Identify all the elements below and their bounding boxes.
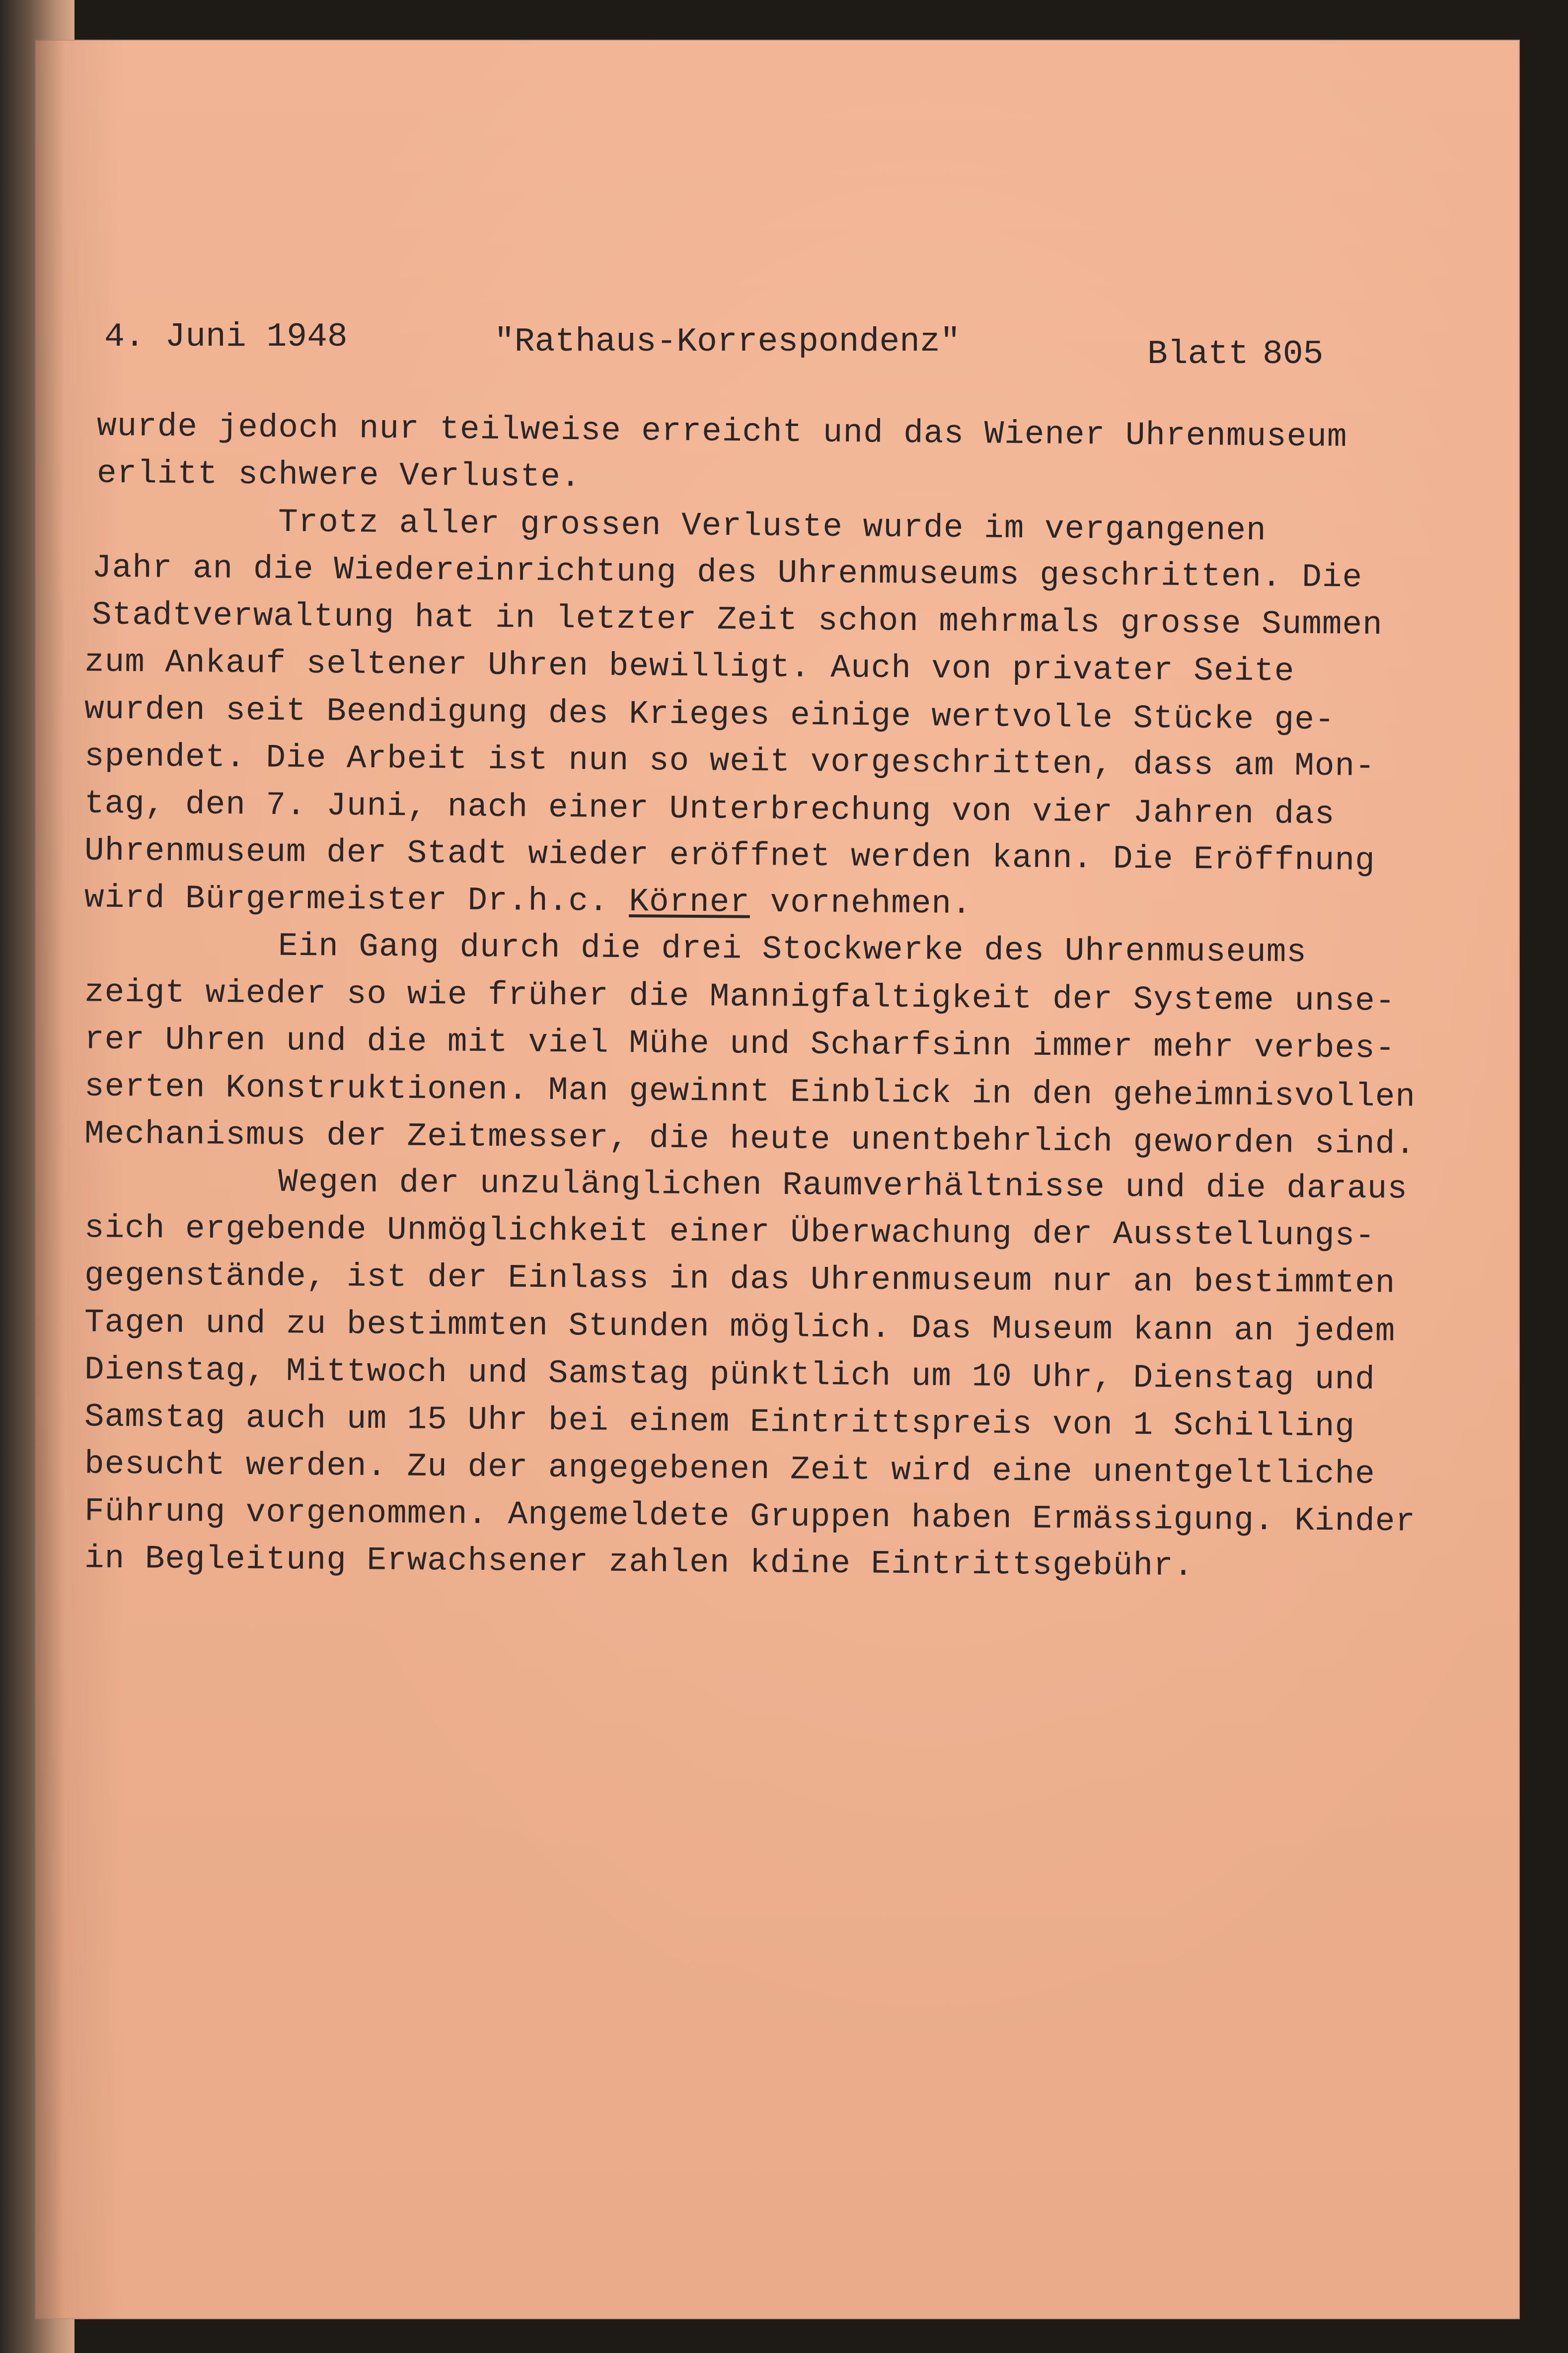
underlined-name: Körner — [629, 883, 750, 921]
body-line: sich ergebende Unmöglichkeit einer Überwachung der Ausstellungs- — [84, 1209, 1375, 1255]
document-page — [35, 40, 1520, 2319]
header-sheet-label: Blatt — [1147, 335, 1249, 373]
body-line: zeigt wieder so wie früher die Mannigfaltigkeit der Systeme unse- — [84, 973, 1396, 1020]
body-line: gegenstände, ist der Einlass in das Uhrenmuseum nur an bestimmten — [84, 1256, 1396, 1302]
body-line: Samstag auch um 15 Uhr bei einem Eintrittspreis von 1 Schilling — [84, 1398, 1355, 1446]
header-title: "Rathaus-Korrespondenz" — [494, 323, 961, 361]
body-line: Uhrenmuseum der Stadt wieder eröffnet werden kann. Die Eröffnung — [84, 832, 1376, 880]
body-line: spendet. Die Arbeit ist nun so weit vorgeschritten, dass am Mon- — [84, 737, 1376, 785]
body-line: Dienstag, Mittwoch und Samstag pünktlich um 10 Uhr, Dienstag und — [84, 1351, 1376, 1398]
body-line: Jahr an die Wiedereinrichtung des Uhrenmuseums geschritten. Die — [91, 549, 1363, 596]
body-line: rer Uhren und die mit viel Mühe und Scharfsinn immer mehr verbes- — [84, 1021, 1396, 1067]
body-line: erlitt schwere Verluste. — [96, 454, 581, 496]
body-line: besucht werden. Zu der angegebenen Zeit wird eine unentgeltliche — [84, 1445, 1376, 1493]
header-sheet — [1147, 335, 1323, 373]
body-line: wird Bürgermeister Dr.h.c. Körner vornehmen. — [84, 879, 972, 923]
body-line: zum Ankauf seltener Uhren bewilligt. Auch von privater Seite — [84, 643, 1295, 690]
header-sheet-number: 805 — [1263, 335, 1324, 373]
body-line: serten Konstruktionen. Man gewinnt Einblick in den geheimnisvollen — [84, 1068, 1416, 1116]
body-text — [55, 402, 1495, 1585]
body-line: Ein Gang durch die drei Stockwerke des Uhrenmuseums — [278, 927, 1307, 971]
body-line: Trotz aller grossen Verluste wurde im vergangenen — [278, 503, 1267, 550]
header-date: 4. Juni 1948 — [104, 318, 348, 356]
body-line: wurden seit Beendigung des Krieges einige wertvolle Stücke ge- — [84, 690, 1335, 739]
body-line: wurde jedoch nur teilweise erreicht und das Wiener Uhrenmuseum — [96, 407, 1347, 456]
body-line: Stadtverwaltung hat in letzter Zeit schon mehrmals grosse Summen — [91, 596, 1383, 644]
body-line: Tagen und zu bestimmten Stunden möglich. Das Museum kann an jedem — [84, 1304, 1396, 1350]
body-line: in Begleitung Erwachsener zahlen kdine Eintrittsgebühr. — [84, 1540, 1194, 1585]
body-line: Mechanismus der Zeitmesser, die heute unentbehrlich geworden sind. — [84, 1115, 1416, 1163]
body-line: Wegen der unzulänglichen Raumverhältnisse und die daraus — [278, 1163, 1408, 1208]
body-line: Führung vorgenommen. Angemeldete Gruppen haben Ermässigung. Kinder — [84, 1492, 1416, 1541]
body-line: tag, den 7. Juni, nach einer Unterbrechung von vier Jahren das — [84, 785, 1335, 833]
